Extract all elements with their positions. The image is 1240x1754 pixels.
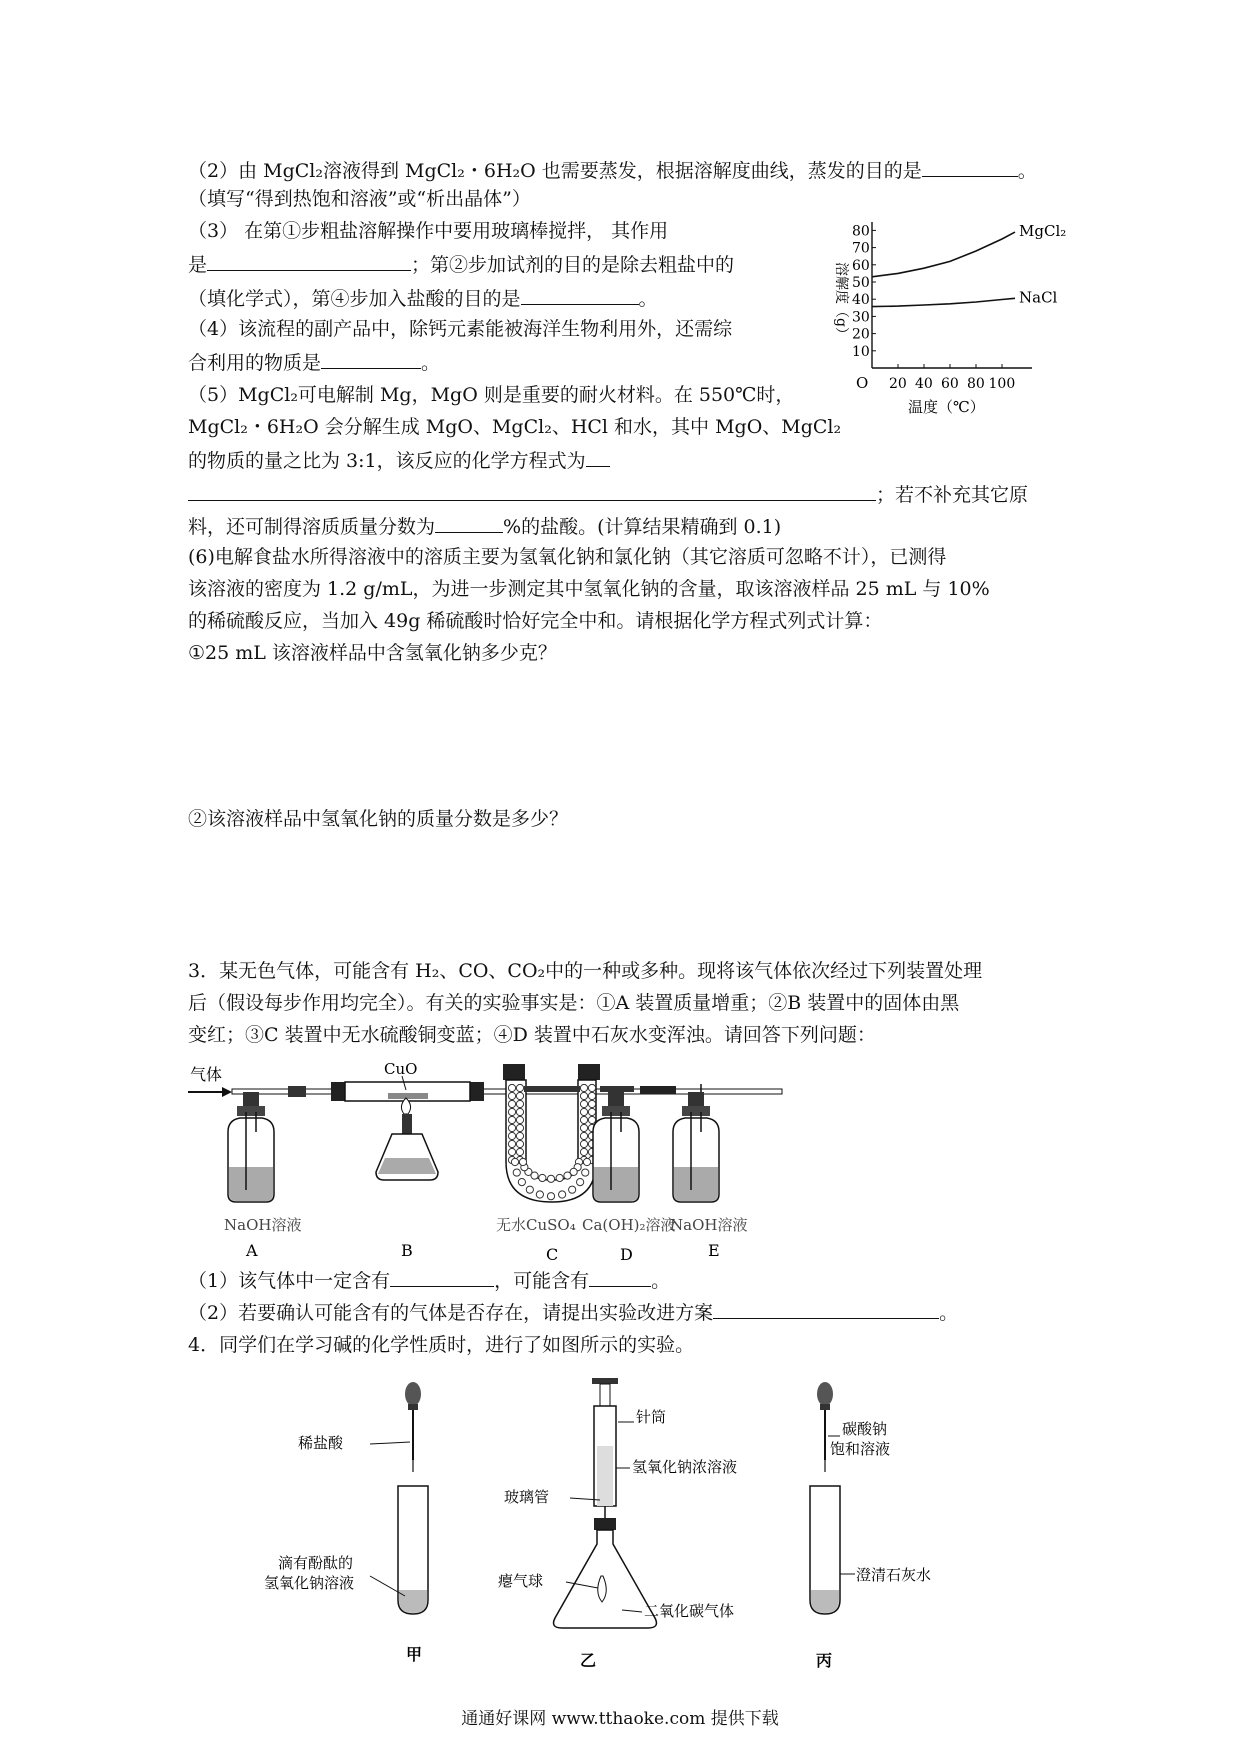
yi-label: 乙 — [580, 1651, 597, 1670]
cuso4-bead — [577, 1179, 584, 1186]
cuso4-bead — [580, 1132, 587, 1139]
cuso4-bead — [547, 1175, 554, 1182]
cuso4-bead — [582, 1169, 589, 1176]
letter-c: C — [546, 1245, 559, 1264]
x-tick-label: 100 — [988, 376, 1016, 392]
letter-d: D — [620, 1245, 633, 1264]
q6-line-a: (6)电解食盐水所得溶液中的溶质主要为氢氧化钠和氯化钠（其它溶质可忽略不计），已测得 — [188, 546, 947, 568]
cuso4-bead — [588, 1084, 595, 1091]
cuso4-bead — [508, 1132, 515, 1139]
y-tick-label: 70 — [852, 240, 870, 257]
bottle-d — [593, 1092, 639, 1202]
bing-top-label-1: 碳酸钠 — [842, 1420, 888, 1438]
cuso4-bead — [508, 1148, 515, 1155]
cuso4-bead — [508, 1092, 515, 1099]
cuso4-bead — [519, 1158, 526, 1165]
answer-blank[interactable] — [207, 250, 411, 271]
cuso4-bead — [516, 1084, 523, 1091]
q5-line-a: （5）MgCl₂可电解制 Mg，MgO 则是重要的耐火材料。在 550℃时， — [188, 384, 795, 406]
apparatus-diagram — [188, 1062, 868, 1280]
cuso4-bead — [516, 1124, 523, 1131]
reagent-a: NaOH溶液 — [224, 1216, 302, 1234]
y-tick-label: 20 — [852, 326, 870, 343]
jia-label: 甲 — [406, 1645, 423, 1664]
answer-blank[interactable] — [321, 348, 421, 369]
cuso4-bead — [536, 1191, 543, 1198]
cuo-label: CuO — [384, 1062, 418, 1078]
experiment-diagram — [250, 1376, 1010, 1686]
cuso4-bead — [508, 1140, 515, 1147]
letter-b: B — [401, 1241, 413, 1260]
answer-blank[interactable] — [390, 1266, 494, 1287]
cuso4-bead — [516, 1108, 523, 1115]
jia-mid-label-2: 氢氧化钠溶液 — [264, 1574, 355, 1592]
cuso4-bead — [580, 1148, 587, 1155]
reagent-e: NaOH溶液 — [670, 1216, 748, 1234]
cuso4-bead — [516, 1132, 523, 1139]
answer-blank[interactable] — [521, 284, 639, 305]
cuso4-bead — [588, 1108, 595, 1115]
cuso4-bead — [508, 1124, 515, 1131]
cuso4-bead — [580, 1100, 587, 1107]
q3-line-b: 是 ；第②步加试剂的目的是除去粗盐中的 — [188, 250, 734, 278]
cuso4-bead — [508, 1116, 515, 1123]
q6-line-b: 该溶液的密度为 1.2 g/mL，为进一步测定其中氢氧化钠的含量，取该溶液样品 25 mL 与 10% — [188, 578, 990, 600]
chart-xlabel: 温度（℃） — [908, 398, 985, 416]
setup-bing — [810, 1382, 931, 1670]
bottle-a — [228, 1092, 274, 1202]
cuso4-bead — [559, 1191, 566, 1198]
answer-blank[interactable] — [586, 446, 610, 467]
y-tick-label: 80 — [852, 223, 870, 240]
x-tick-label: 60 — [941, 376, 959, 392]
footer-credit: 通通好课网 www.tthaoke.com 提供下载 — [461, 1709, 779, 1729]
jia-top-label: 稀盐酸 — [298, 1434, 344, 1452]
chart-ylabel: 溶解度（g） — [833, 262, 849, 341]
cuso4-bead — [516, 1140, 523, 1147]
mgcl2-curve — [872, 232, 1015, 277]
cuso4-bead — [547, 1193, 554, 1200]
cuso4-bead — [508, 1108, 515, 1115]
q6-sub-1: ①25 mL 该溶液样品中含氢氧化钠多少克？ — [188, 642, 557, 664]
cuso4-bead — [508, 1100, 515, 1107]
setup-yi — [498, 1378, 737, 1670]
y-tick-label: 30 — [852, 309, 870, 326]
solubility-chart — [820, 210, 1070, 420]
balloon-label: 瘪气球 — [498, 1572, 544, 1590]
cuso4-bead — [588, 1100, 595, 1107]
tube-b — [345, 1062, 470, 1180]
glass-tube-label: 玻璃管 — [504, 1488, 550, 1506]
needle-label: 针筒 — [636, 1408, 667, 1426]
reagent-c: 无水CuSO₄ — [496, 1216, 576, 1234]
q4-line-b: 合利用的物质是 。 — [188, 348, 440, 376]
q5-line-d: ；若不补充其它原 — [188, 480, 1028, 508]
q2-line-a: （2）由 MgCl₂溶液得到 MgCl₂・6H₂O 也需要蒸发，根据溶解度曲线，蒸发的目的是 。 — [188, 156, 1037, 184]
equation-blank[interactable] — [188, 480, 876, 501]
cuso4-bead — [569, 1186, 576, 1193]
q3-line-a: （3） 在第①步粗盐溶解操作中要用玻璃棒搅拌， 其作用 — [188, 220, 669, 242]
cuso4-bead — [588, 1092, 595, 1099]
cuso4-bead — [516, 1092, 523, 1099]
cuso4-bead — [588, 1116, 595, 1123]
cuso4-bead — [564, 1172, 571, 1179]
chart-origin: O — [856, 374, 869, 392]
cuso4-bead — [580, 1108, 587, 1115]
cuso4-bead — [580, 1092, 587, 1099]
q6-line-c: 的稀硫酸反应，当加入 49g 稀硫酸时恰好完全中和。请根据化学方程式列式计算： — [188, 610, 883, 632]
cuso4-bead — [580, 1116, 587, 1123]
cuso4-bead — [556, 1174, 563, 1181]
reagent-d: Ca(OH)₂溶液 — [582, 1216, 676, 1234]
cuso4-bead — [516, 1148, 523, 1155]
q3-para-3: 变红；③C 装置中无水硫酸铜变蓝；④D 装置中石灰水变浑浊。请回答下列问题： — [188, 1024, 876, 1046]
cuso4-bead — [526, 1186, 533, 1193]
q5-line-c: 的物质的量之比为 3:1，该反应的化学方程式为 — [188, 446, 610, 474]
letter-e: E — [708, 1241, 720, 1260]
cuso4-bead — [511, 1158, 518, 1165]
jia-mid-label-1: 滴有酚酞的 — [278, 1554, 354, 1572]
cuso4-bead — [580, 1084, 587, 1091]
co2-label: 二氧化碳气体 — [644, 1602, 735, 1620]
answer-blank[interactable] — [713, 1298, 939, 1319]
cuso4-bead — [580, 1124, 587, 1131]
y-tick-label: 40 — [852, 292, 870, 309]
bing-label: 丙 — [816, 1651, 833, 1670]
q2-line-b: （填写“得到热饱和溶液”或“析出晶体”） — [188, 188, 531, 210]
q5-line-e: 料，还可制得溶质质量分数为 %的盐酸。(计算结果精确到 0.1) — [188, 512, 781, 540]
x-tick-label: 40 — [915, 376, 933, 392]
x-tick-label: 20 — [889, 376, 907, 392]
x-tick-label: 80 — [967, 376, 985, 392]
cuso4-bead — [583, 1158, 590, 1165]
answer-blank[interactable] — [435, 512, 503, 533]
setup-jia — [264, 1382, 428, 1664]
nacl-curve — [872, 298, 1015, 306]
cuso4-bead — [516, 1116, 523, 1123]
q3-line-c: （填化学式），第④步加入盐酸的目的是 。 — [188, 284, 658, 312]
cuso4-bead — [518, 1179, 525, 1186]
mgcl2-label: MgCl₂ — [1019, 222, 1067, 241]
y-tick-label: 10 — [852, 343, 870, 360]
q3-answer-1: （1）该气体中一定含有 ，可能含有 。 — [188, 1266, 670, 1294]
cuso4-bead — [508, 1084, 515, 1091]
answer-blank[interactable] — [589, 1266, 651, 1287]
bing-top-label-2: 饱和溶液 — [830, 1440, 891, 1458]
letter-a: A — [246, 1241, 258, 1260]
y-tick-label: 50 — [852, 275, 870, 291]
q4-line-a: （4）该流程的副产品中，除钙元素能被海洋生物利用外，还需综 — [188, 318, 733, 340]
naoh-label: 氢氧化钠浓溶液 — [632, 1458, 738, 1476]
bing-mid-label: 澄清石灰水 — [856, 1566, 932, 1584]
bottle-e — [673, 1084, 719, 1202]
gas-label: 气体 — [190, 1065, 223, 1084]
y-tick-label: 60 — [852, 257, 870, 274]
q3-para-2: 后（假设每步作用均完全）。有关的实验事实是：①A 装置质量增重；②B 装置中的固体由黑 — [188, 992, 960, 1014]
cuso4-bead — [513, 1169, 520, 1176]
cuso4-bead — [539, 1174, 546, 1181]
q3-answer-2: （2）若要确认可能含有的气体是否存在，请提出实验改进方案 。 — [188, 1298, 958, 1326]
q6-sub-2: ②该溶液样品中氢氧化钠的质量分数是多少？ — [188, 808, 569, 830]
cuso4-bead — [516, 1100, 523, 1107]
q5-line-b: MgCl₂・6H₂O 会分解生成 MgO、MgCl₂、HCl 和水，其中 MgO、MgCl₂ — [188, 416, 842, 438]
nacl-label: NaCl — [1019, 288, 1058, 307]
q4-para: 4．同学们在学习碱的化学性质时，进行了如图所示的实验。 — [188, 1334, 695, 1356]
answer-blank[interactable] — [922, 156, 1018, 177]
cuso4-bead — [580, 1140, 587, 1147]
q3-para-1: 3．某无色气体，可能含有 H₂、CO、CO₂中的一种或多种。现将该气体依次经过下列装置处理 — [188, 960, 983, 982]
